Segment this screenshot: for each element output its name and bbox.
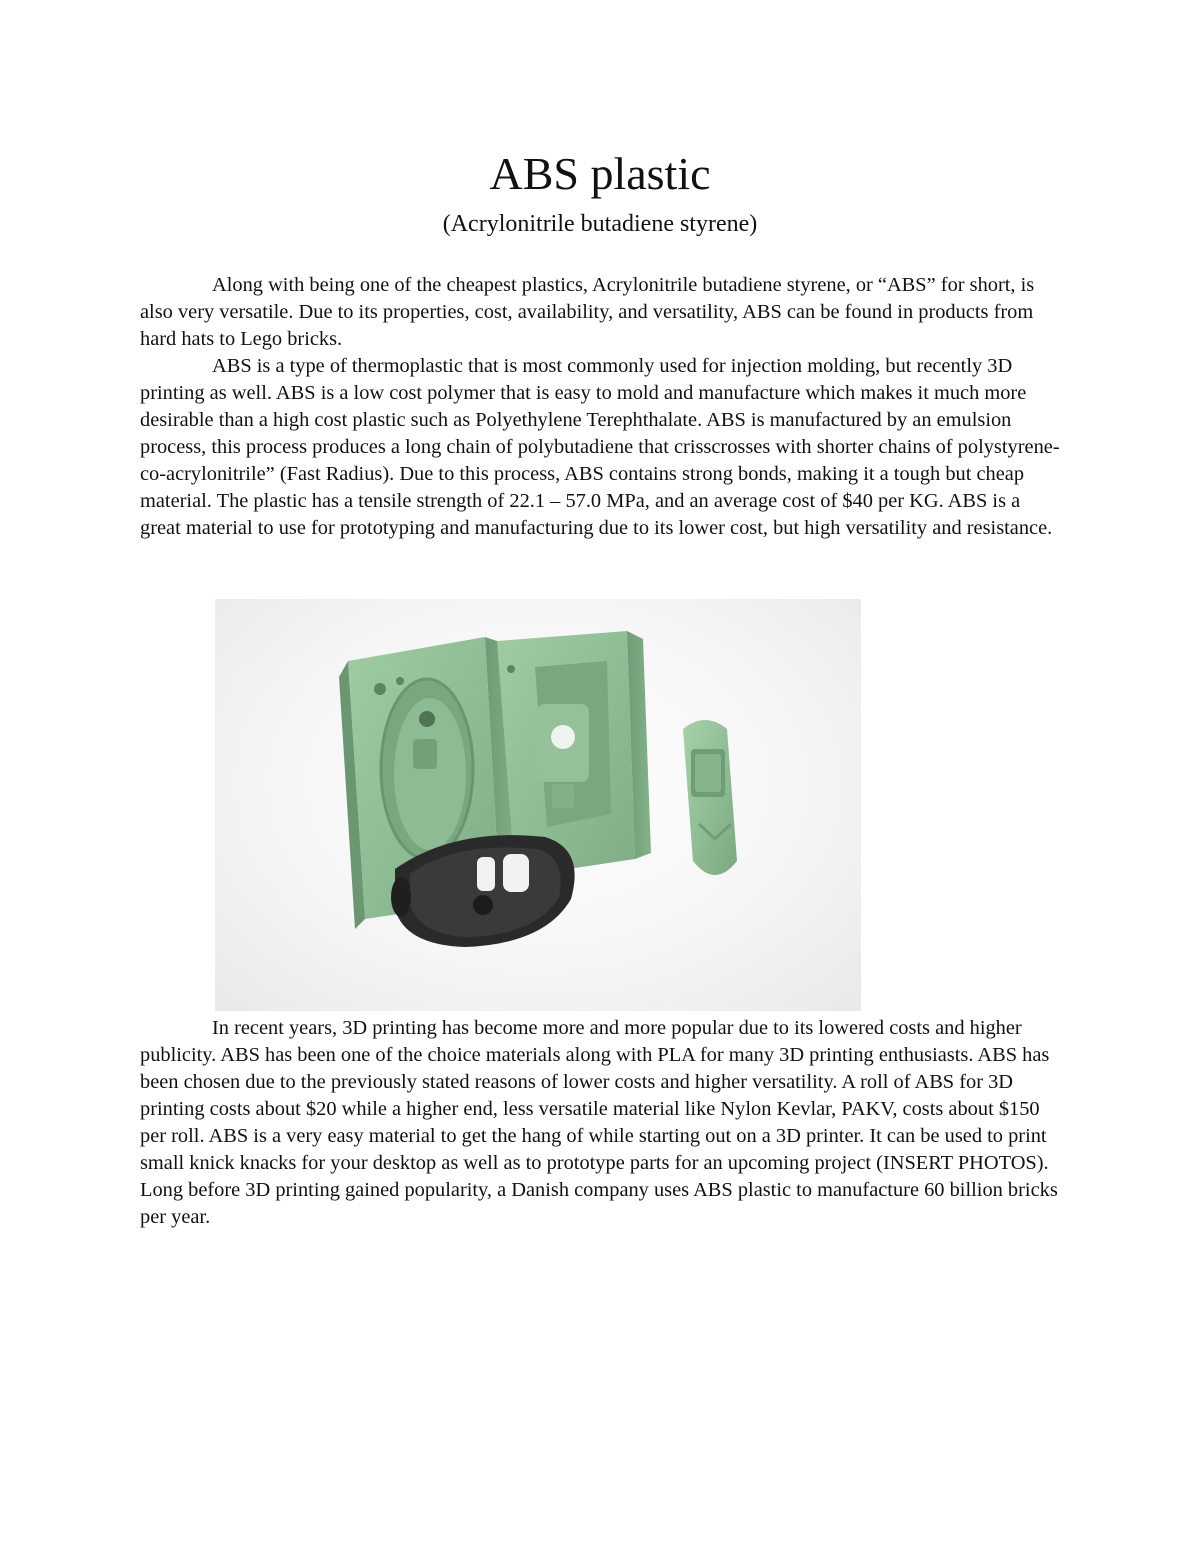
paragraph: Along with being one of the cheapest plastics, Acrylonitrile butadiene styrene, or “ABS” for short, is also very versatile. Due to its properties, cost, availability, and versatility, ABS can be found in products from hard hats to Lego bricks. <box>140 274 1035 350</box>
body-text-bottom <box>140 1015 1060 1231</box>
page-subtitle: (Acrylonitrile butadiene styrene) <box>442 211 758 237</box>
paragraph: ABS is a type of thermoplastic that is most commonly used for injection molding, but recently 3D printing as well. ABS is a low cost polymer that is easy to mold and manufacture which makes it much more desirable than a high cost plastic such as Polyethylene Terephthalate. ABS is manufactured by an emulsion process, this process produces a long chain of polybutadiene that crisscrosses with shorter chains of polystyrene-co-acrylonitrile” (Fast Radius). Due to this process, ABS contains strong bonds, making it a tough but cheap material. The plastic has a tensile strength of 22.1 – 57.0 MPa, and an average cost of $40 per KG. ABS is a great material to use for prototyping and manufacturing due to its lower cost, but high versatility and resistance. <box>140 355 1060 539</box>
paragraph: In recent years, 3D printing has become more and more popular due to its lowered costs and higher publicity. ABS has been one of the choice materials along with PLA for many 3D printing enthusiasts. ABS has been chosen due to the previously stated reasons of lower costs and higher versatility. A roll of ABS for 3D printing costs about $20 while a higher end, less versatile material like Nylon Kevlar, PAKV, costs about $150 per roll. ABS is a very easy material to get the hang of while starting out on a 3D printer. It can be used to print small knick knacks for your desktop as well as to prototype parts for an upcoming project (INSERT PHOTOS). Long before 3D printing gained popularity, a Danish company uses ABS plastic to manufacture 60 billion bricks per year. <box>140 1017 1058 1228</box>
body-text-top <box>140 272 1060 542</box>
mold-photo <box>215 599 861 1011</box>
page-title: ABS plastic <box>489 148 711 199</box>
green-key-part <box>683 720 737 875</box>
